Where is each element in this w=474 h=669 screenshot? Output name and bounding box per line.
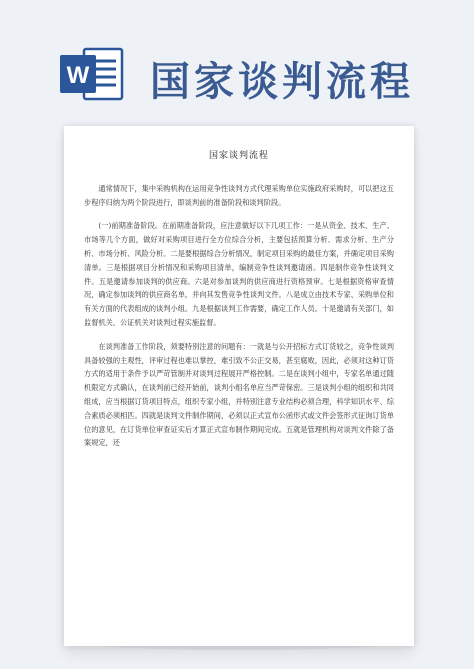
- banner: [0, 0, 474, 130]
- paragraph-intro: 通常情况下，集中采购机构在运用竞争性谈判方式代理采购单位实施政府采购时，可以把这五步程序归纳为两个阶段进行，即谈判前的准备阶段和谈判阶段。: [84, 183, 394, 207]
- document-heading: 国家谈判流程: [208, 151, 269, 161]
- page-title: 国家谈判流程: [150, 59, 414, 105]
- word-logo-icon: [60, 45, 124, 103]
- paragraph-notes: 在谈判准备工作阶段，须要特别注意的问题有：一就是与公开招标方式订货较之，竞争性谈判具备较强的主观性，评审过程也难以掌控，难引致不公正交易，甚至腐败，因此，必须对这种订货方式的适用于条件予以严苛管制并对谈判过程展开严格控制。二是在谈判小组中，专家名单通过随机限定方式确认，在谈判前已经开始前，谈判小组名单应当严苛保密。三是谈判小组的组织和共同组成，应当根据订货项目特点，组织专家小组，并特别注意专业结构必须合理，科学知识水平、综合素质必须相匹。四就是谈判文件制作期间，必须以正式宣布公函形式或文件会签形式征询订货单位的意见，在订货单位审查证实后才算正式宣布制作期间完成。五就是管理机构对谈判文件除了备案规定，还: [84, 341, 394, 448]
- paragraph-preparation: (一)前期准备阶段。在前期准备阶段，应注意做好以下几项工作：一是从资金、技术、生产、市场等几个方面，做好对采购项目进行全方位综合分析，主要包括预算分析、需求分析、生产分析、市场分析、风险分析。二是要根据综合分析情况，制定项目采购的最佳方案，并确定项目采购清单。三是根据项目分析情况和采购项目清单，编制竞争性谈判邀请函。四是制作竞争性谈判文件。五是邀请参加谈判的供应商。六是对参加谈判的供应商进行资格预审。七是根据资格审查情况，确定参加谈判的供应商名单，并向其发售竞争性谈判文件。八是成立由技术专家、采购单位和有关方面的代表组成的谈判小组。九是根据谈判工作需要，确定工作人员。十是邀请有关部门，如监督机关、公证机关对谈判过程实施监督。: [84, 221, 394, 327]
- document-body: [84, 150, 394, 460]
- logo-letter: W: [66, 62, 90, 89]
